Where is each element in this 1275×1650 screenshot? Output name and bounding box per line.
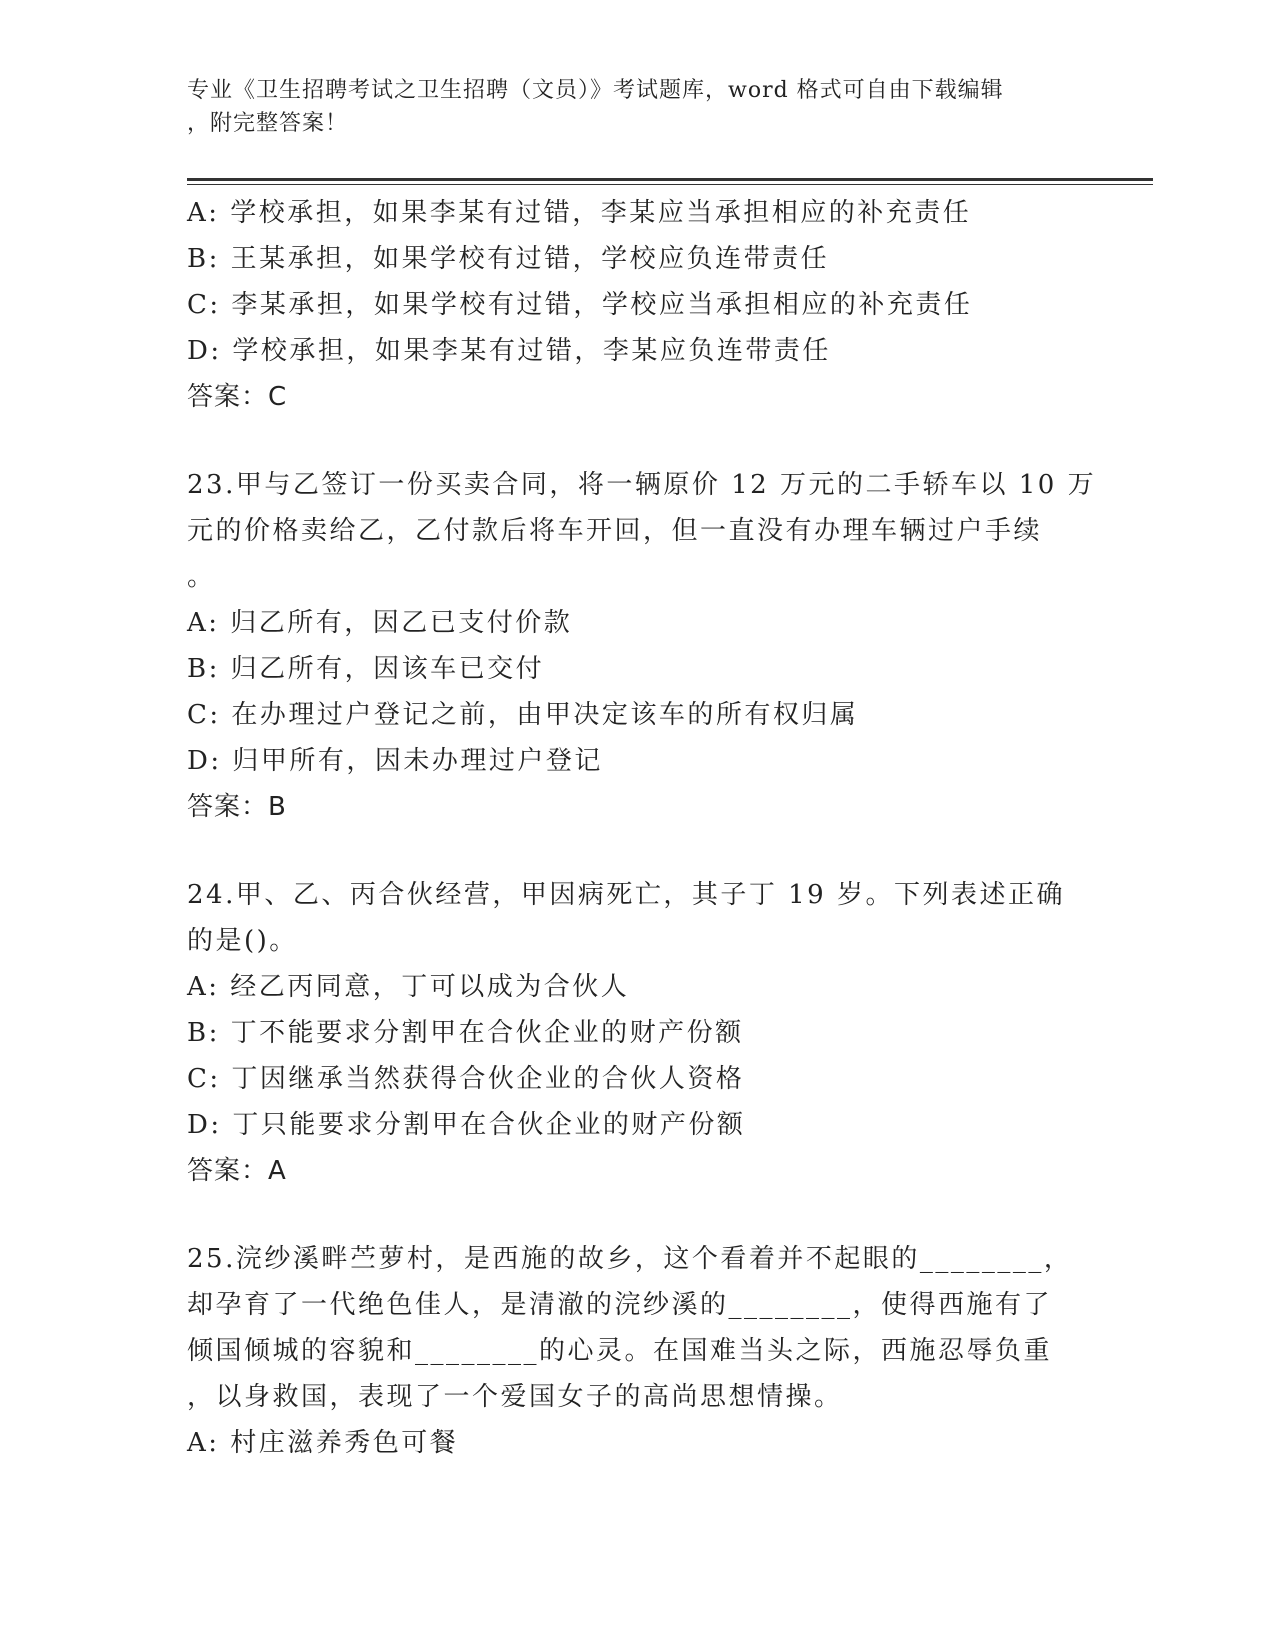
question-25 <box>187 1236 1087 1466</box>
option-c: C: 丁因继承当然获得合伙企业的合伙人资格 <box>187 1064 745 1094</box>
option-c: C: 在办理过户登记之前，由甲决定该车的所有权归属 <box>187 700 859 730</box>
option-a: A: 归乙所有，因乙已支付价款 <box>187 608 573 638</box>
question-23 <box>187 462 1097 830</box>
spacer <box>187 830 1087 872</box>
option-d: D: 丁只能要求分割甲在合伙企业的财产份额 <box>187 1110 746 1140</box>
question-text-line: 元的价格卖给乙，乙付款后将车开回，但一直没有办理车辆过户手续 <box>187 516 1043 546</box>
question-24 <box>187 872 1087 1194</box>
option-b: B: 丁不能要求分割甲在合伙企业的财产份额 <box>187 1018 744 1048</box>
header-rule-thick <box>187 178 1153 181</box>
answer-line: 答案：B <box>187 792 287 822</box>
question-text-line: ，以身救国，表现了一个爱国女子的高尚思想情操。 <box>187 1382 843 1412</box>
option-b: B: 王某承担，如果学校有过错，学校应负连带责任 <box>187 244 830 274</box>
question-text-line: 。 <box>187 562 216 592</box>
spacer <box>187 420 1087 462</box>
question-text-line: 24.甲、乙、丙合伙经营，甲因病死亡，其子丁 19 岁。下列表述正确 <box>187 880 1065 910</box>
question-text-line: 却孕育了一代绝色佳人，是清澈的浣纱溪的________，使得西施有了 <box>187 1290 1053 1320</box>
header-line-2: ，附完整答案！ <box>187 111 349 136</box>
option-b: B: 归乙所有，因该车已交付 <box>187 654 545 684</box>
option-a: A: 村庄滋养秀色可餐 <box>187 1428 459 1458</box>
option-d: D: 归甲所有，因未办理过户登记 <box>187 746 603 776</box>
option-a: A: 经乙丙同意，丁可以成为合伙人 <box>187 972 630 1002</box>
question-text-line: 的是()。 <box>187 926 298 956</box>
spacer <box>187 1194 1087 1236</box>
answer-line: 答案：A <box>187 1156 287 1186</box>
header-rule-thin <box>187 184 1153 185</box>
question-22 <box>187 190 1087 420</box>
question-text-line: 倾国倾城的容貌和________的心灵。在国难当头之际，西施忍辱负重 <box>187 1336 1053 1366</box>
question-text-line: 25.浣纱溪畔苎萝村，是西施的故乡，这个看着并不起眼的________， <box>187 1244 1073 1274</box>
page-header <box>187 74 1087 140</box>
question-content <box>187 190 1097 1466</box>
header-line-1: 专业《卫生招聘考试之卫生招聘（文员）》考试题库，word 格式可自由下载编辑 <box>187 78 1004 103</box>
answer-line: 答案：C <box>187 382 288 412</box>
question-text-line: 23.甲与乙签订一份买卖合同，将一辆原价 12 万元的二手轿车以 10 万 <box>187 470 1097 500</box>
option-a: A: 学校承担，如果李某有过错，李某应当承担相应的补充责任 <box>187 198 972 228</box>
option-c: C: 李某承担，如果学校有过错，学校应当承担相应的补充责任 <box>187 290 973 320</box>
option-d: D: 学校承担，如果李某有过错，李某应负连带责任 <box>187 336 831 366</box>
